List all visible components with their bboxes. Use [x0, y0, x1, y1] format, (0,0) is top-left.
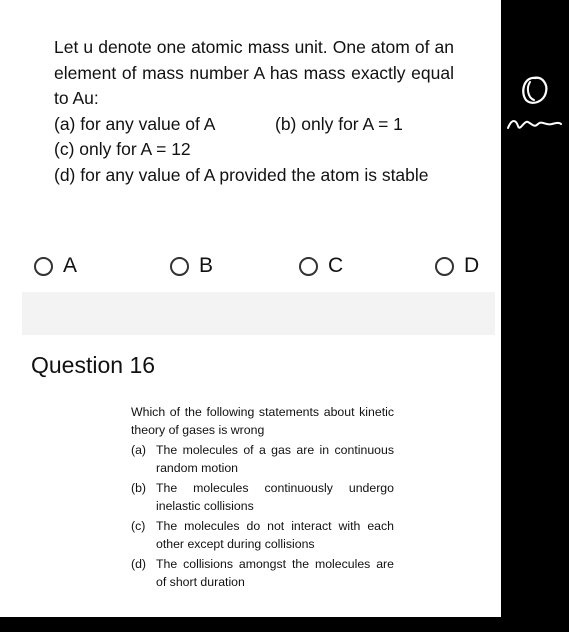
choice-a[interactable] — [34, 254, 77, 278]
choice-b[interactable] — [170, 254, 213, 278]
question-16-option-d — [131, 556, 394, 591]
question-16 — [131, 404, 394, 594]
question-16-option-c — [131, 518, 394, 553]
question-15-text: Let u denote one atomic mass unit. One atom of an element of mass number A has mass exactly equal to Au: — [54, 37, 454, 108]
option-label: (c) — [131, 519, 146, 533]
choice-d-label: D — [464, 254, 480, 277]
option-label: (b) — [131, 481, 147, 495]
choice-c[interactable] — [299, 254, 343, 278]
options-row-ab — [54, 112, 454, 138]
option-c: (c) only for A = 12 — [54, 139, 191, 159]
option-label: (a) — [131, 443, 147, 457]
radio-icon[interactable] — [34, 257, 53, 276]
options-row-c — [54, 137, 454, 163]
option-text: The collisions amongst the molecules are of short duration — [156, 557, 394, 589]
question-16-option-b — [131, 480, 394, 515]
radio-icon[interactable] — [299, 257, 318, 276]
radio-icon[interactable] — [170, 257, 189, 276]
option-a: (a) for any value of A — [54, 113, 216, 134]
question-16-heading: Question 16 — [31, 352, 156, 378]
radio-icon[interactable] — [435, 257, 454, 276]
option-b: (b) only for A = 1 — [275, 113, 403, 134]
answer-choices — [34, 254, 494, 282]
question-15 — [54, 35, 454, 188]
question-16-stem: Which of the following statements about kinetic theory of gases is wrong — [131, 405, 394, 437]
question-16-option-a — [131, 442, 394, 477]
option-text: The molecules do not interact with each other except during collisions — [156, 519, 394, 551]
option-text: The molecules continuously undergo inelastic collisions — [156, 481, 394, 513]
choice-a-label: A — [63, 254, 78, 277]
handwritten-annotation-icon — [506, 70, 562, 136]
option-d: (d) for any value of A provided the atom is stable — [54, 164, 429, 185]
choice-c-label: C — [328, 254, 344, 277]
option-label: (d) — [131, 557, 147, 571]
separator-band — [22, 292, 495, 335]
choice-b-label: B — [199, 254, 214, 277]
choice-d[interactable] — [435, 254, 479, 278]
option-text: The molecules of a gas are in continuous random motion — [156, 443, 394, 475]
